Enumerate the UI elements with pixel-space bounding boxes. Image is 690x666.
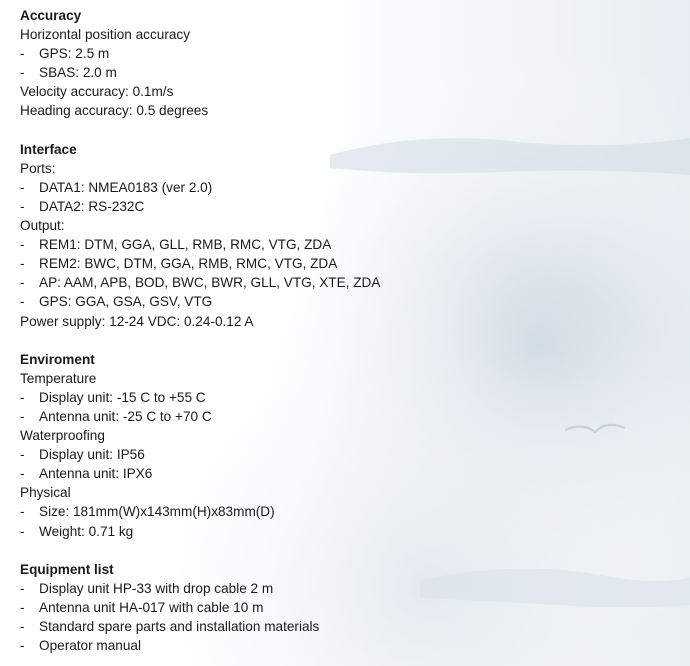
spec-line [20, 312, 690, 331]
spec-text: Physical [20, 485, 71, 501]
bullet-dash: - [20, 275, 25, 291]
spec-text: Display unit HP-33 with drop cable 2 m [39, 580, 274, 596]
spec-text: Standard spare parts and installation materials [39, 619, 320, 634]
spec-list-item [20, 197, 690, 216]
bullet-dash: - [20, 198, 25, 214]
spec-line [20, 25, 690, 44]
spec-list-item [20, 579, 690, 598]
spec-text: Antenna unit HA-017 with cable 10 m [39, 599, 264, 615]
bullet-dash: - [20, 256, 25, 272]
spec-text: Antenna unit: -25 C to +70 C [39, 408, 212, 424]
spec-list-item [20, 617, 690, 636]
spec-text: Output: [20, 218, 65, 234]
bullet-dash: - [20, 179, 25, 195]
spec-text: Power supply: 12-24 VDC: 0.24-0.12 A [20, 313, 254, 329]
spec-text: Heading accuracy: 0.5 degrees [20, 103, 209, 119]
spec-text: Antenna unit: IPX6 [39, 466, 153, 482]
bullet-dash: - [20, 65, 25, 81]
section-heading: Interface [20, 141, 77, 157]
spec-list-item [20, 522, 690, 541]
spec-line [20, 369, 690, 388]
spec-line [20, 216, 690, 235]
bullet-dash: - [20, 294, 25, 310]
spec-text: Velocity accuracy: 0.1m/s [20, 84, 174, 100]
spec-text: Temperature [20, 370, 97, 386]
spec-text: Weight: 0.71 kg [39, 523, 134, 539]
bullet-dash: - [20, 599, 25, 615]
bullet-dash: - [20, 46, 25, 62]
spec-line [20, 426, 690, 445]
spec-list-item [20, 598, 690, 617]
bullet-dash: - [20, 466, 25, 482]
spec-text: Display unit: IP56 [39, 447, 145, 463]
spec-text: Operator manual [39, 638, 142, 654]
bullet-dash: - [20, 237, 25, 253]
bullet-dash: - [20, 580, 25, 596]
spec-list-item [20, 636, 690, 655]
spec-line [20, 101, 690, 120]
bullet-dash: - [20, 389, 25, 405]
bullet-dash: - [20, 523, 25, 539]
spec-text: Size: 181mm(W)x143mm(H)x83mm(D) [39, 504, 275, 520]
spec-text: Display unit: -15 C to +55 C [39, 389, 206, 405]
spec-list-item [20, 407, 690, 426]
bullet-dash: - [20, 619, 25, 634]
spec-line [20, 483, 690, 502]
spec-list-item [20, 292, 690, 311]
spec-section [20, 6, 690, 121]
spec-list-item [20, 178, 690, 197]
spec-text: DATA2: RS-232C [39, 198, 145, 214]
spec-list-item [20, 235, 690, 254]
spec-text: Ports: [20, 160, 56, 176]
section-heading: Equipment list [20, 561, 114, 577]
spec-line [20, 159, 690, 178]
spec-text: DATA1: NMEA0183 (ver 2.0) [39, 179, 213, 195]
spec-section [20, 350, 690, 541]
spec-text: Horizontal position accuracy [20, 27, 191, 43]
spec-list-item [20, 254, 690, 273]
section-heading: Accuracy [20, 8, 82, 23]
spec-section [20, 140, 690, 331]
spec-text: GPS: 2.5 m [39, 46, 110, 62]
spec-list-item [20, 388, 690, 407]
section-heading: Enviroment [20, 351, 95, 367]
spec-section [20, 560, 690, 655]
spec-list-item [20, 63, 690, 82]
bullet-dash: - [20, 504, 25, 520]
spec-line [20, 82, 690, 101]
bullet-dash: - [20, 638, 25, 654]
spec-text: REM2: BWC, DTM, GGA, RMB, RMC, VTG, ZDA [39, 256, 338, 272]
spec-text: SBAS: 2.0 m [39, 65, 117, 81]
spec-list-item [20, 273, 690, 292]
spec-list-item [20, 464, 690, 483]
spec-list-item [20, 445, 690, 464]
bullet-dash: - [20, 408, 25, 424]
spec-text: AP: AAM, APB, BOD, BWC, BWR, GLL, VTG, XTE, ZDA [39, 275, 381, 291]
spec-list-item [20, 44, 690, 63]
spec-text: Waterproofing [20, 428, 105, 444]
spec-text: REM1: DTM, GGA, GLL, RMB, RMC, VTG, ZDA [39, 237, 332, 253]
spec-list-item [20, 502, 690, 521]
spec-text: GPS: GGA, GSA, GSV, VTG [39, 294, 213, 310]
bullet-dash: - [20, 447, 25, 463]
